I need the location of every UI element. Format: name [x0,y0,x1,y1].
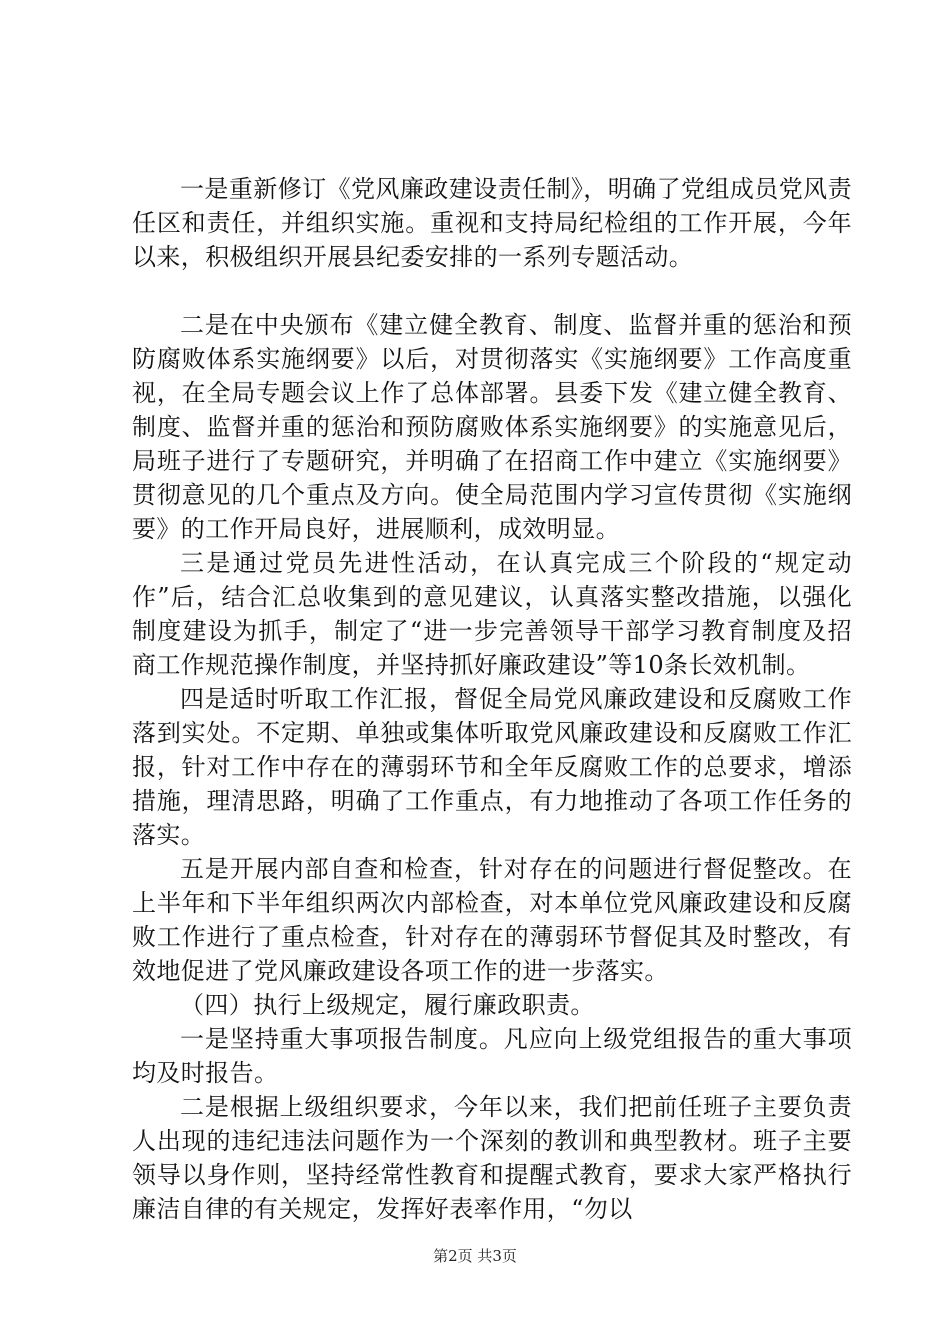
paragraph-5: 五是开展内部自查和检查，针对存在的问题进行督促整改。在上半年和下半年组织两次内部检查，对本单位党风廉政建设和反腐败工作进行了重点检查，针对存在的薄弱环节督促其及时整改，有效地促进了党风廉政建设各项工作的进一步落实。 [132,855,852,985]
paragraph-2: 二是在中央颁布《建立健全教育、制度、监督并重的惩治和预防腐败体系实施纲要》以后，对贯彻落实《实施纲要》工作高度重视，在全局专题会议上作了总体部署。县委下发《建立健全教育、制度、监督并重的惩治和预防腐败体系实施纲要》的实施意见后，局班子进行了专题研究，并明确了在招商工作中建立《实施纲要》贯彻意见的几个重点及方向。使全局范围内学习宣传贯彻《实施纲要》的工作开局良好，进展顺利，成效明显。 [132,311,852,543]
section-heading-4: （四）执行上级规定，履行廉政职责。 [180,991,595,1019]
paragraph-6: 一是坚持重大事项报告制度。凡应向上级党组报告的重大事项均及时报告。 [132,1025,852,1087]
paragraph-7: 二是根据上级组织要求，今年以来，我们把前任班子主要负责人出现的违纪违法问题作为一个深刻的教训和典型教材。班子主要领导以身作则，坚持经常性教育和提醒式教育，要求大家严格执行廉洁自律的有关规定，发挥好表率作用，“勿以 [132,1093,852,1223]
paragraph-4: 四是适时听取工作汇报，督促全局党风廉政建设和反腐败工作落到实处。不定期、单独或集体听取党风廉政建设和反腐败工作汇报，针对工作中存在的薄弱环节和全年反腐败工作的总要求，增添措施，理清思路，明确了工作重点，有力地推动了各项工作任务的落实。 [132,685,852,849]
paragraph-1: 一是重新修订《党风廉政建设责任制》，明确了党组成员党风责任区和责任，并组织实施。重视和支持局纪检组的工作开展，今年以来，积极组织开展县纪委安排的一系列专题活动。 [132,175,852,271]
page-footer: 第2页 共3页 [433,1247,517,1265]
document-body [132,172,852,1226]
paragraph-3: 三是通过党员先进性活动，在认真完成三个阶段的“规定动作”后，结合汇总收集到的意见建议，认真落实整改措施，以强化制度建设为抓手，制定了“进一步完善领导干部学习教育制度及招商工作规范操作制度，并坚持抓好廉政建设”等10条长效机制。 [132,549,852,679]
